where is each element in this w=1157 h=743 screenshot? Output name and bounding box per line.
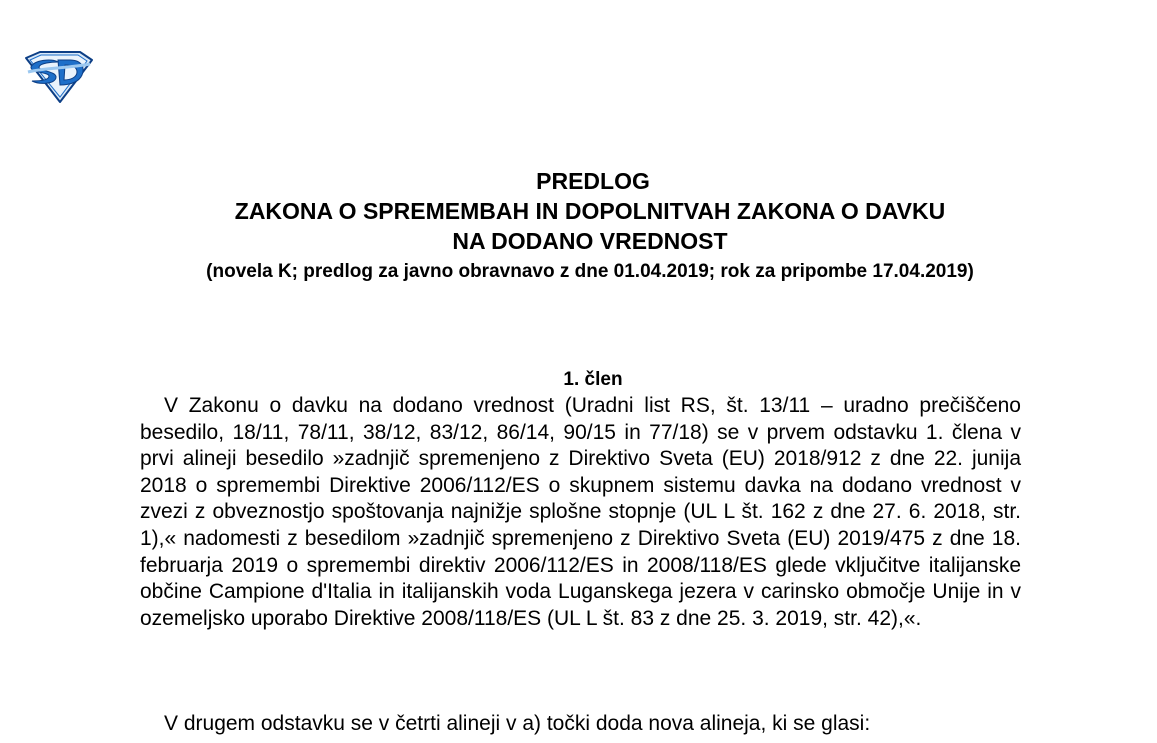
document-title-block bbox=[140, 166, 1040, 285]
sd-shield-logo-icon bbox=[22, 48, 96, 104]
title-line-predlog: PREDLOG bbox=[536, 168, 650, 194]
article-paragraph-2: V drugem odstavku se v četrti alineji v a) točki doda nova alineja, ki se glasi: bbox=[164, 712, 871, 735]
title-line-law-name: ZAKONA O SPREMEMBAH IN DOPOLNITVAH ZAKONA O DAVKU bbox=[234, 198, 946, 224]
title-line-law-name-continued: NA DODANO VREDNOST bbox=[452, 228, 728, 254]
article-paragraph-1: V Zakonu o davku na dodano vrednost (Uradni list RS, št. 13/11 – uradno prečiščeno besedilo, 18/11, 78/11, 38/12, 83/12, 86/14, 90/15 in 77/18) se v prvem odstavku 1. člena v prvi alineji besedilo »zadnjič spremenjeno z Direktivo Sveta (EU) 2018/912 z dne 22. junija 2018 o spremembi Direktive 2006/112/ES o skupnem sistemu davka na dodano vrednost v zvezi z obveznostjo spoštovanja najnižje splošne stopnje (UL L št. 162 z dne 27. 6. 2018, str. 1),« nadomesti z besedilom »zadnjič spremenjeno z Direktivo Sveta (EU) 2019/475 z dne 18. februarja 2019 o spremembi direktiv 2006/112/ES in 2008/118/ES glede vključitve italijanske občine Campione d'Italia in italijanskih voda Luganskega jezera v carinsko območje Unije in v ozemeljsko uporabo Direktive 2008/118/ES (UL L št. 83 z dne 25. 3. 2019, str. 42),«. bbox=[140, 394, 1021, 630]
article-heading: 1. člen bbox=[563, 369, 623, 390]
document-subtitle: (novela K; predlog za javno obravnavo z dne 01.04.2019; rok za pripombe 17.04.2019) bbox=[206, 261, 974, 282]
